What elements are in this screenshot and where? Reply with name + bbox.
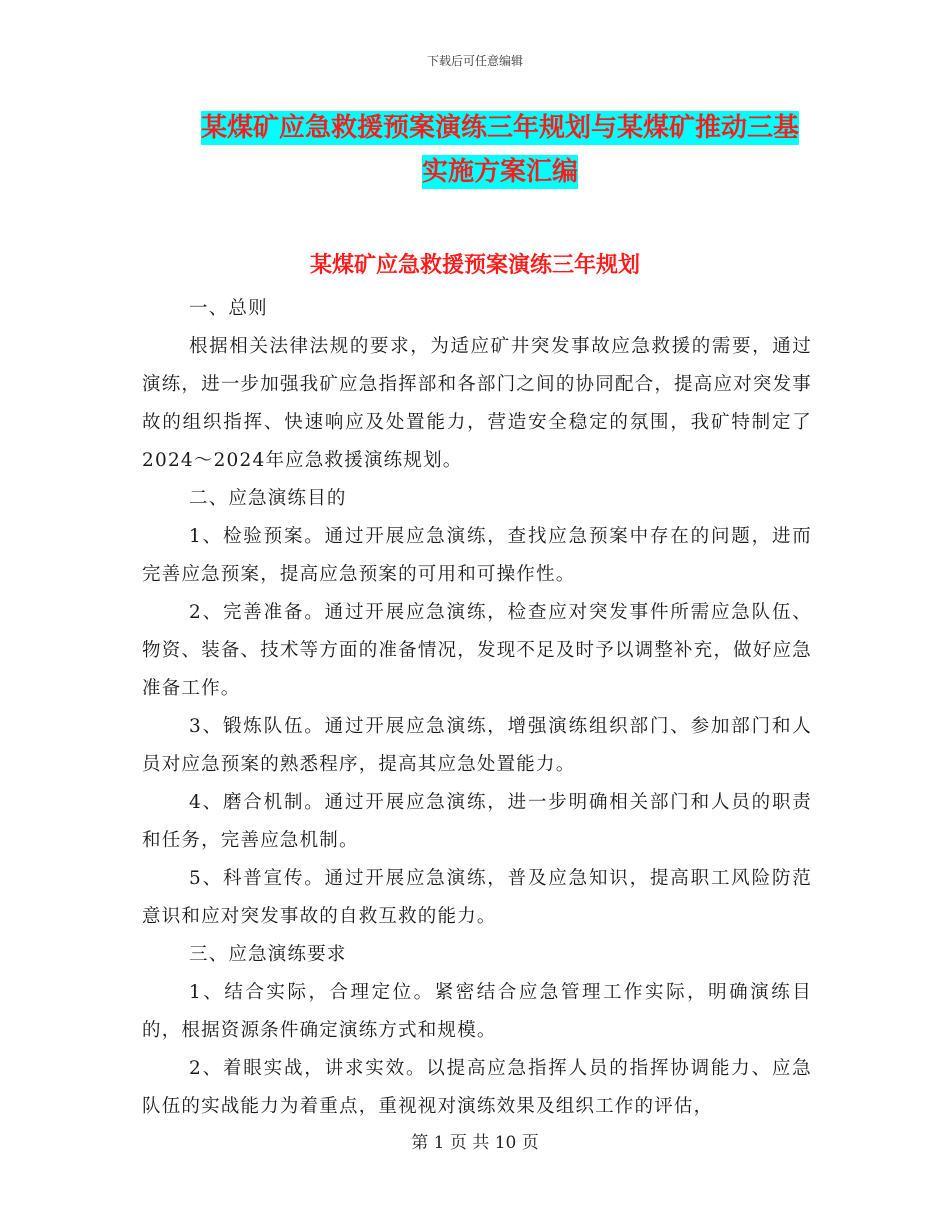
section-title: 某煤矿应急救援预案演练三年规划 [309,252,640,278]
heading-general: 一、总则 [189,298,268,319]
document-body [142,290,812,1126]
paragraph: 3、锻炼队伍。通过开展应急演练，增强演练组织部门、参加部门和人员对应急预案的熟悉程序，提高其应急处置能力。 [142,716,812,775]
paragraph: 5、科普宣传。通过开展应急演练，普及应急知识，提高职工风险防范意识和应对突发事故的自救互救的能力。 [142,868,812,927]
paragraph: 2、完善准备。通过开展应急演练，检查应对突发事件所需应急队伍、物资、装备、技术等方面的准备情况，发现不足及时予以调整补充，做好应急准备工作。 [142,602,812,699]
title-line-1: 某煤矿应急救援预案演练三年规划与某煤矿推动三基 [200,113,799,143]
heading-purpose: 二、应急演练目的 [189,488,347,509]
paragraph: 4、磨合机制。通过开展应急演练，进一步明确相关部门和人员的职责和任务，完善应急机制。 [142,792,812,851]
title-line-2: 实施方案汇编 [421,157,578,187]
paragraph: 根据相关法律法规的要求，为适应矿井突发事故应急救援的需要，通过演练，进一步加强我矿应急指挥部和各部门之间的协同配合，提高应对突发事故的组织指挥、快速响应及处置能力，营造安全稳定的氛围，我矿特制定了2024～2024年应急救援演练规划。 [142,336,812,471]
heading-requirements: 三、应急演练要求 [189,944,347,965]
paragraph: 2、着眼实战，讲求实效。以提高应急指挥人员的指挥协调能力、应急队伍的实战能力为着重点，重视视对演练效果及组织工作的评估， [142,1058,812,1117]
document-title [180,106,820,194]
page-number: 第 1 页 共 10 页 [411,1133,539,1153]
download-note: 下载后可任意编辑 [426,54,523,68]
paragraph: 1、结合实际，合理定位。紧密结合应急管理工作实际，明确演练目的，根据资源条件确定演练方式和规模。 [142,982,812,1041]
paragraph: 1、检验预案。通过开展应急演练，查找应急预案中存在的问题，进而完善应急预案，提高应急预案的可用和可操作性。 [142,526,812,585]
